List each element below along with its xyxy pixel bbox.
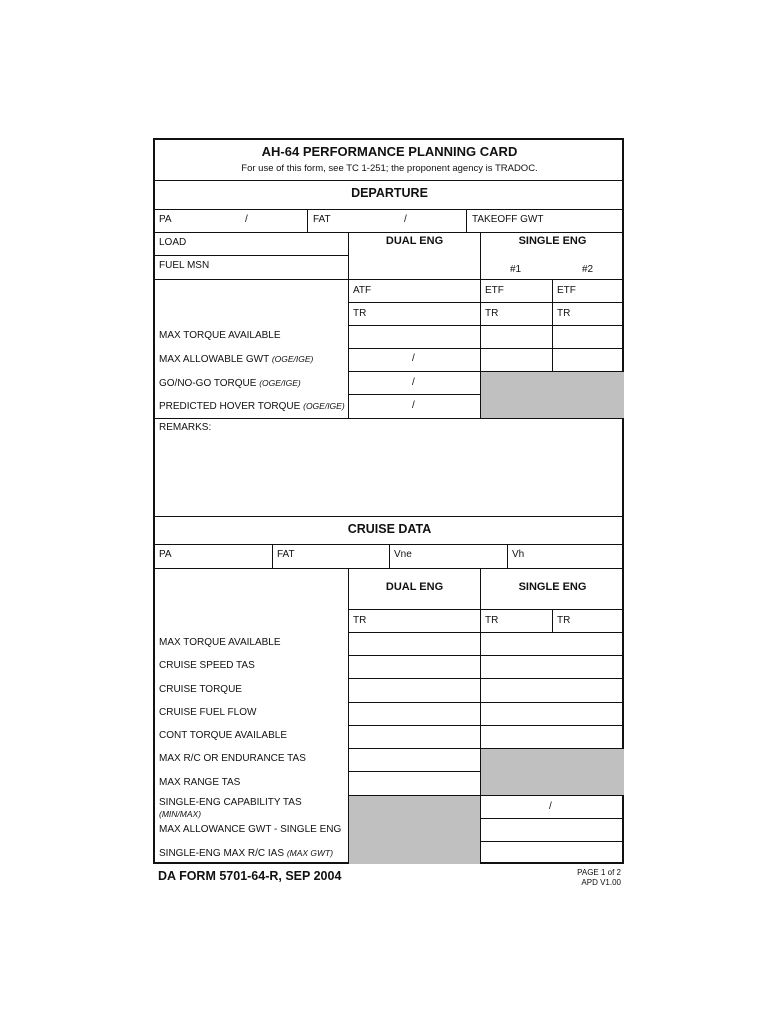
shaded-cell bbox=[349, 796, 480, 864]
divider bbox=[272, 544, 273, 568]
divider bbox=[155, 279, 348, 280]
page-number: PAGE 1 of 2 bbox=[577, 868, 621, 877]
min-max-note: (MIN/MAX) bbox=[159, 809, 202, 819]
fat-label: FAT bbox=[313, 214, 331, 225]
atf-label: ATF bbox=[353, 285, 372, 296]
divider bbox=[348, 348, 624, 349]
divider bbox=[348, 771, 480, 772]
divider bbox=[155, 516, 624, 517]
divider bbox=[348, 632, 624, 633]
divider bbox=[348, 302, 624, 303]
fuel-msn-label: FUEL MSN bbox=[159, 260, 210, 271]
cruise-row-label: CRUISE SPEED TAS bbox=[159, 660, 255, 671]
divider bbox=[348, 702, 624, 703]
single-eng-max-rc-label: SINGLE-ENG MAX R/C IAS (MAX GWT) bbox=[159, 848, 334, 859]
departure-heading: DEPARTURE bbox=[351, 186, 428, 200]
tr-dual-label: TR bbox=[353, 308, 367, 319]
form-title: AH-64 PERFORMANCE PLANNING CARD bbox=[261, 144, 518, 159]
divider bbox=[155, 418, 624, 419]
predicted-hover-torque-label: PREDICTED HOVER TORQUE (OGE/IGE) bbox=[159, 401, 345, 412]
cruise-row-label: MAX RANGE TAS bbox=[159, 777, 241, 788]
single-eng-header: SINGLE ENG bbox=[518, 235, 587, 247]
divider bbox=[155, 180, 624, 181]
divider bbox=[307, 209, 308, 233]
cruise-pa-label: PA bbox=[159, 549, 172, 560]
divider bbox=[552, 609, 553, 633]
divider bbox=[507, 544, 508, 568]
takeoff-gwt-label: TAKEOFF GWT bbox=[472, 214, 544, 225]
max-allowable-gwt-slash: / bbox=[412, 353, 415, 364]
engine-2-label: #2 bbox=[582, 264, 594, 275]
go-nogo-torque-label: GO/NO-GO TORQUE (OGE/IGE) bbox=[159, 378, 301, 389]
single-eng-capability-label: SINGLE-ENG CAPABILITY TAS bbox=[159, 797, 302, 808]
divider bbox=[348, 655, 624, 656]
divider bbox=[480, 841, 624, 842]
divider bbox=[155, 255, 348, 256]
pa-label: PA bbox=[159, 214, 172, 225]
divider bbox=[348, 394, 480, 395]
form-id: DA FORM 5701-64-R, SEP 2004 bbox=[158, 869, 342, 883]
version-label: APD V1.00 bbox=[581, 878, 621, 887]
cruise-data-heading: CRUISE DATA bbox=[347, 522, 432, 536]
cruise-row-label: CONT TORQUE AVAILABLE bbox=[159, 730, 288, 741]
divider bbox=[480, 568, 481, 864]
cruise-row-label: MAX R/C OR ENDURANCE TAS bbox=[159, 753, 306, 764]
fat-slash: / bbox=[404, 214, 407, 225]
shaded-cell bbox=[481, 372, 624, 418]
divider bbox=[155, 568, 624, 569]
cruise-row-label: CRUISE FUEL FLOW bbox=[159, 707, 257, 718]
max-torque-available-label: MAX TORQUE AVAILABLE bbox=[159, 330, 281, 341]
form-subtitle: For use of this form, see TC 1-251; the proponent agency is TRADOC. bbox=[241, 163, 538, 174]
cruise-row-label: CRUISE TORQUE bbox=[159, 684, 242, 695]
vne-label: Vne bbox=[394, 549, 412, 560]
divider bbox=[348, 279, 624, 280]
remarks-label: REMARKS: bbox=[159, 422, 212, 433]
divider bbox=[348, 325, 624, 326]
divider bbox=[466, 209, 467, 233]
engine-1-label: #1 bbox=[510, 264, 522, 275]
max-allowance-gwt-label: MAX ALLOWANCE GWT - SINGLE ENG bbox=[159, 824, 342, 835]
divider bbox=[389, 544, 390, 568]
max-allowable-gwt-label: MAX ALLOWABLE GWT (OGE/IGE) bbox=[159, 354, 314, 365]
pa-slash: / bbox=[245, 214, 248, 225]
cruise-row-label: MAX TORQUE AVAILABLE bbox=[159, 637, 281, 648]
cruise-tr-eng2-label: TR bbox=[557, 615, 571, 626]
cruise-fat-label: FAT bbox=[277, 549, 295, 560]
divider bbox=[348, 678, 624, 679]
divider bbox=[348, 609, 624, 610]
cruise-dual-eng-header: DUAL ENG bbox=[385, 581, 444, 593]
vh-label: Vh bbox=[512, 549, 525, 560]
single-eng-capability-slash: / bbox=[549, 801, 552, 812]
predicted-hover-torque-slash: / bbox=[412, 400, 415, 411]
divider bbox=[348, 725, 624, 726]
cruise-single-eng-header: SINGLE ENG bbox=[518, 581, 587, 593]
cruise-tr-dual-label: TR bbox=[353, 615, 367, 626]
divider bbox=[480, 818, 624, 819]
load-label: LOAD bbox=[159, 237, 187, 248]
tr-eng2-label: TR bbox=[557, 308, 571, 319]
etf-1-label: ETF bbox=[485, 285, 504, 296]
tr-eng1-label: TR bbox=[485, 308, 499, 319]
go-nogo-torque-slash: / bbox=[412, 377, 415, 388]
cruise-tr-eng1-label: TR bbox=[485, 615, 499, 626]
dual-eng-header: DUAL ENG bbox=[385, 235, 444, 247]
divider bbox=[155, 232, 624, 233]
divider bbox=[155, 209, 624, 210]
shaded-cell bbox=[481, 749, 624, 795]
etf-2-label: ETF bbox=[557, 285, 576, 296]
